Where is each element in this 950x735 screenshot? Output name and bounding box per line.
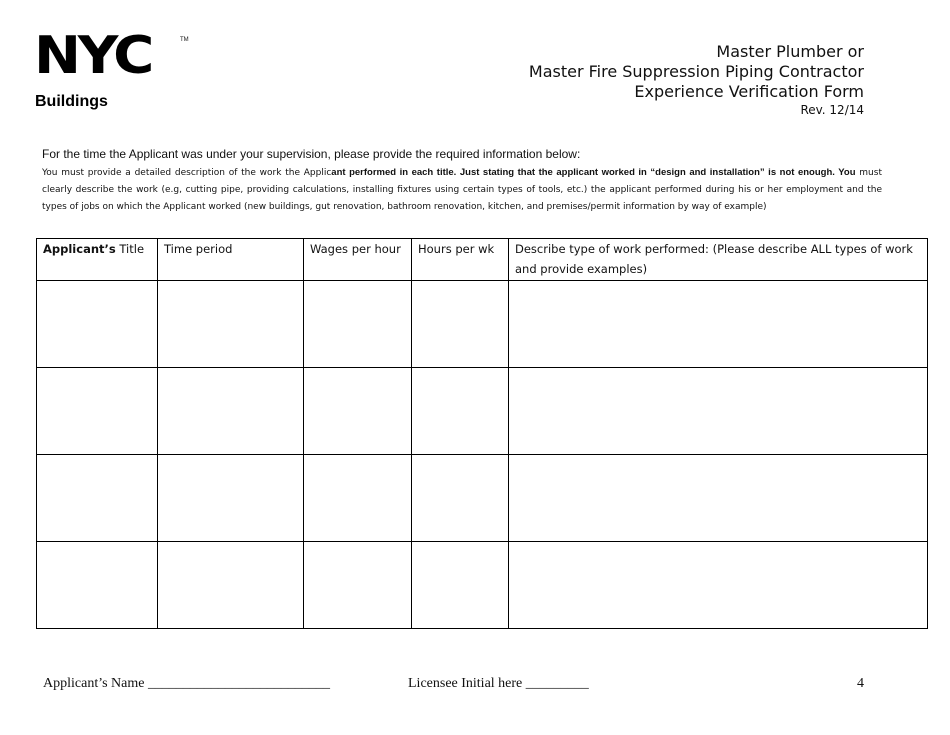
title-line-1: Master Plumber or bbox=[716, 42, 864, 61]
table-row bbox=[37, 368, 928, 455]
cell-work-description[interactable] bbox=[509, 368, 928, 455]
cell-time-period[interactable] bbox=[158, 455, 304, 542]
cell-wages-per-hour[interactable] bbox=[304, 542, 412, 629]
logo-trademark: TM bbox=[180, 37, 189, 43]
table-row bbox=[37, 281, 928, 368]
logo-mark: NYC bbox=[34, 26, 152, 86]
cell-time-period[interactable] bbox=[158, 368, 304, 455]
revision-date: Rev. 12/14 bbox=[800, 103, 864, 117]
cell-wages-per-hour[interactable] bbox=[304, 281, 412, 368]
title-line-3: Experience Verification Form bbox=[634, 82, 864, 101]
cell-hours-per-week[interactable] bbox=[412, 542, 509, 629]
header-applicant-title bbox=[37, 239, 158, 281]
applicant-name-field[interactable]: Applicant’s Name __________________________ bbox=[43, 676, 330, 691]
cell-time-period[interactable] bbox=[158, 542, 304, 629]
nyc-buildings-logo bbox=[34, 26, 189, 114]
instructions bbox=[42, 146, 882, 216]
cell-applicant-title[interactable] bbox=[37, 542, 158, 629]
cell-hours-per-week[interactable] bbox=[412, 368, 509, 455]
header-hours-per-week: Hours per wk bbox=[412, 239, 509, 281]
cell-wages-per-hour[interactable] bbox=[304, 455, 412, 542]
cell-work-description[interactable] bbox=[509, 455, 928, 542]
cell-work-description[interactable] bbox=[509, 542, 928, 629]
title-line-2: Master Fire Suppression Piping Contractor bbox=[528, 62, 864, 81]
form-title bbox=[529, 42, 864, 118]
cell-applicant-title[interactable] bbox=[37, 281, 158, 368]
table-row bbox=[37, 455, 928, 542]
table-header-row bbox=[37, 239, 928, 281]
table-row bbox=[37, 542, 928, 629]
instructions-body-part1: You must provide a detailed description of the work the Applic bbox=[42, 168, 332, 178]
header-time-period: Time period bbox=[158, 239, 304, 281]
instructions-body-bold: ant performed in each title. Just stating that the applicant worked in “design and installation” is not enough. You bbox=[331, 167, 856, 178]
form-footer bbox=[43, 676, 864, 696]
cell-time-period[interactable] bbox=[158, 281, 304, 368]
cell-work-description[interactable] bbox=[509, 281, 928, 368]
instructions-body bbox=[42, 164, 882, 216]
instructions-body-part2: must clearly describe the work (e.g, cutting pipe, providing calculations, installing fixtures using certain types of tools, etc.) the applicant performed during his or her employment and the types of jobs on which the Applicant worked (new buildings, gut renovation, bathroom renovation, kitchen, and premises/permit information by way of example) bbox=[42, 168, 882, 212]
cell-applicant-title[interactable] bbox=[37, 368, 158, 455]
experience-table bbox=[36, 238, 928, 629]
page-number: 4 bbox=[857, 676, 864, 691]
cell-hours-per-week[interactable] bbox=[412, 281, 509, 368]
cell-wages-per-hour[interactable] bbox=[304, 368, 412, 455]
instructions-lead: For the time the Applicant was under your supervision, please provide the required information below: bbox=[42, 147, 581, 161]
cell-hours-per-week[interactable] bbox=[412, 455, 509, 542]
logo-subtitle: Buildings bbox=[35, 93, 108, 110]
licensee-initial-field[interactable]: Licensee Initial here _________ bbox=[408, 676, 589, 691]
cell-applicant-title[interactable] bbox=[37, 455, 158, 542]
header-work-description: Describe type of work performed: (Please describe ALL types of work and provide examples) bbox=[509, 239, 928, 281]
header-applicant-title-rest: Title bbox=[115, 242, 145, 256]
header-wages-per-hour: Wages per hour bbox=[304, 239, 412, 281]
header-applicant-title-bold: Applicant’s bbox=[43, 242, 116, 256]
